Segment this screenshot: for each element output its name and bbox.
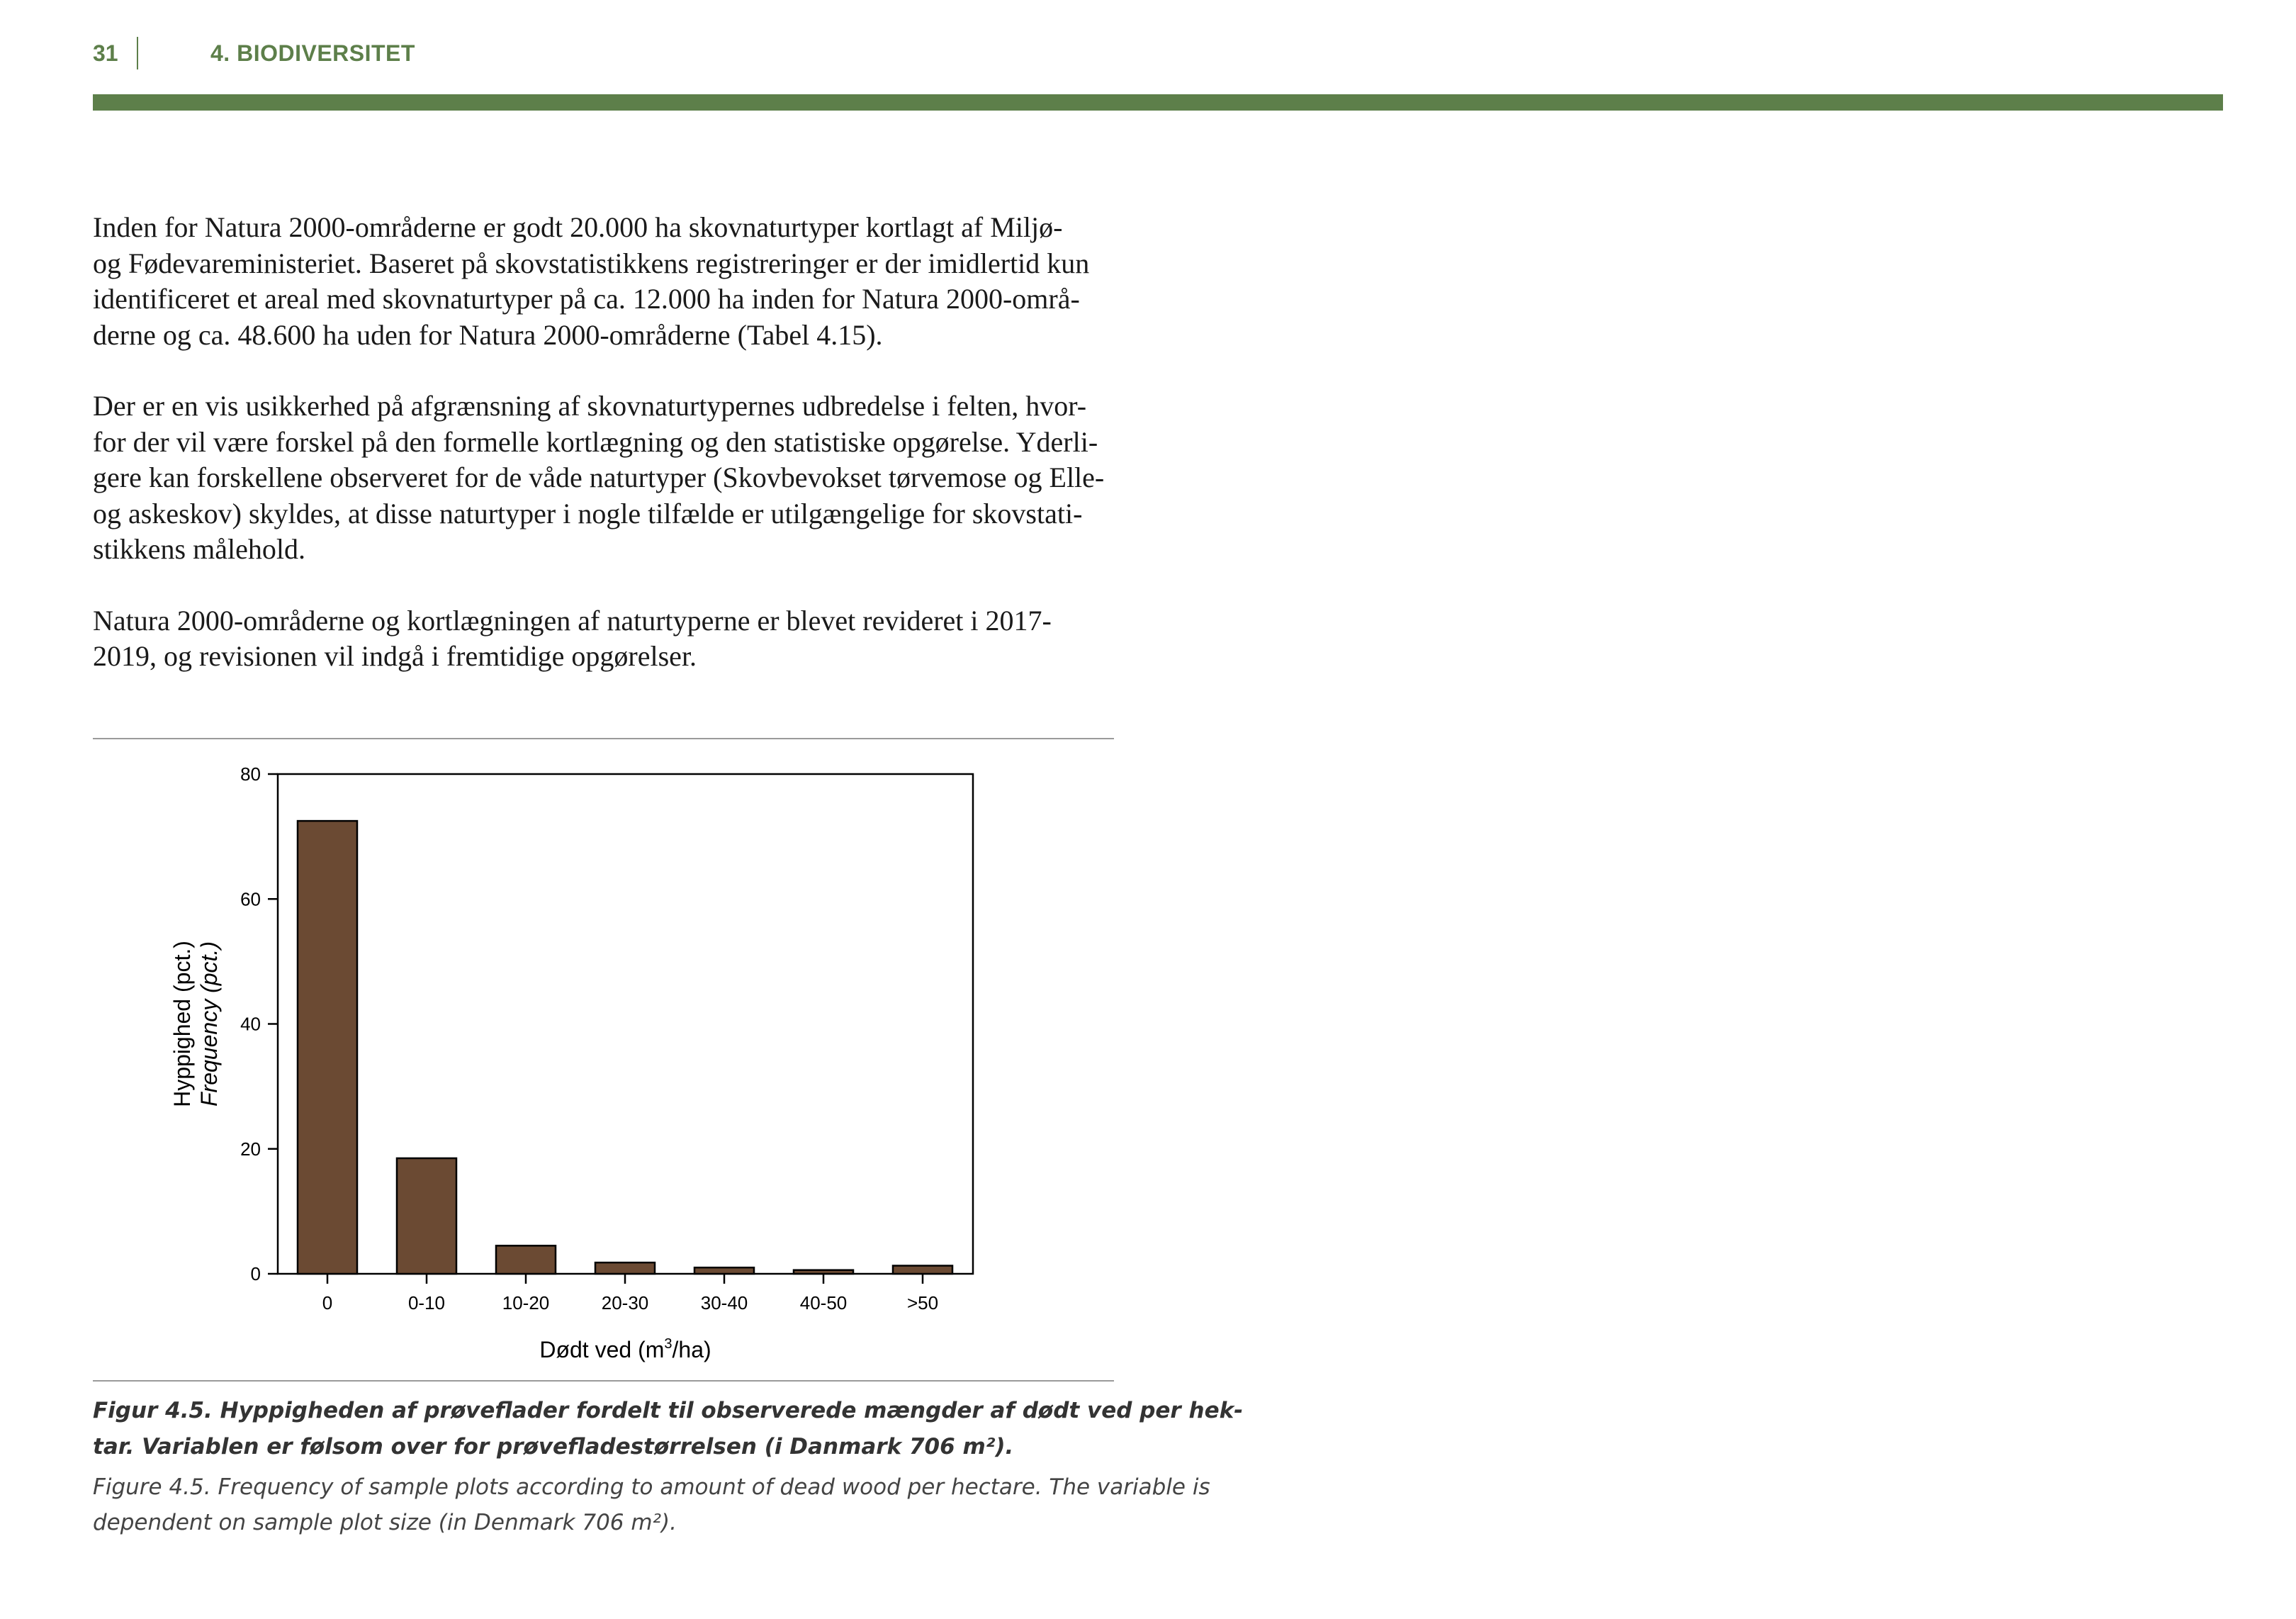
y-axis-label: Hyppighed (pct.) (169, 941, 195, 1107)
x-axis-label-superscript: 3 (664, 1336, 673, 1352)
x-tick-label: 0 (322, 1292, 333, 1313)
text-line: Natura 2000-områderne og kortlægningen af naturtyperne er blevet revideret i 2017- (93, 604, 1052, 637)
paragraph-3 (93, 603, 1120, 675)
text-line: derne og ca. 48.600 ha uden for Natura 2000-områderne (Tabel 4.15). (93, 318, 883, 351)
x-axis (322, 1274, 938, 1313)
bar (893, 1266, 952, 1274)
figure-caption (93, 1393, 1244, 1540)
x-tick-label: 0-10 (407, 1292, 446, 1313)
body-text (93, 210, 1120, 710)
y-tick-label: 80 (240, 763, 261, 785)
x-tick-label: 20-30 (601, 1292, 649, 1313)
plot-frame (278, 774, 973, 1274)
figure-top-rule (93, 738, 1114, 739)
page-number: 31 (93, 40, 118, 66)
page-header (93, 37, 2219, 69)
text-line: stikkens målehold. (93, 533, 305, 565)
caption-danish (93, 1393, 1244, 1465)
bar (397, 1158, 456, 1274)
bar (298, 821, 357, 1274)
caption-english (93, 1469, 1210, 1540)
text-line: og Fødevareministeriet. Baseret på skovstatistikkens registreringer er der imidlertid kun (93, 247, 1090, 279)
y-tick-label: 40 (240, 1013, 261, 1035)
text-line: Inden for Natura 2000-områderne er godt 20.000 ha skovnaturtyper kortlagt af Miljø- (93, 211, 1063, 243)
x-axis-label-main: Dødt ved (m (539, 1337, 665, 1362)
x-tick-label: 10-20 (502, 1292, 550, 1313)
text-line: for der vil være forskel på den formelle kortlægning og den statistiske opgørelse. Yderli- (93, 425, 1098, 458)
figure-bottom-rule (93, 1380, 1114, 1382)
bars (298, 821, 952, 1274)
bar (694, 1267, 754, 1274)
x-tick-label: >50 (906, 1292, 939, 1313)
paragraph-1 (93, 210, 1120, 353)
caption-line: tar. Variablen er følsom over for prøvefladestørrelsen (i Danmark 706 m²). (93, 1434, 1014, 1460)
x-tick-label: 40-50 (799, 1292, 848, 1313)
chapter-title: 4. BIODIVERSITET (210, 40, 415, 66)
bar (595, 1262, 655, 1274)
x-tick-label: 30-40 (700, 1292, 748, 1313)
text-line: identificeret et areal med skovnaturtyper på ca. 12.000 ha inden for Natura 2000-områ- (93, 283, 1080, 315)
y-tick-label: 0 (250, 1263, 261, 1284)
text-line: gere kan forskellene observeret for de våde naturtyper (Skovbevokset tørvemose og Elle- (93, 461, 1105, 493)
caption-line: Figure 4.5. Frequency of sample plots according to amount of dead wood per hectare. The variable is (93, 1474, 1210, 1500)
paragraph-2 (93, 388, 1120, 568)
y-tick-label: 20 (240, 1138, 261, 1160)
text-line: 2019, og revisionen vil indgå i fremtidige opgørelser. (93, 640, 697, 672)
bar (794, 1270, 853, 1274)
dead-wood-bar-chart (142, 751, 1063, 1375)
header-bar (93, 94, 2223, 111)
caption-line: Figur 4.5. Hyppigheden af prøveflader fordelt til observerede mængder af dødt ved per hek- (93, 1398, 1244, 1423)
y-tick-label: 60 (240, 888, 261, 910)
x-axis-label (539, 1336, 711, 1362)
x-axis-label-end: /ha) (672, 1337, 711, 1362)
bar (496, 1245, 556, 1274)
header-divider (137, 37, 138, 69)
y-axis (240, 763, 278, 1284)
text-line: og askeskov) skyldes, at disse naturtyper i nogle tilfælde er utilgængelige for skovstati- (93, 497, 1083, 530)
caption-line: dependent on sample plot size (in Denmark 706 m²). (93, 1510, 677, 1535)
y-axis-label-english: Frequency (pct.) (196, 941, 222, 1107)
text-line: Der er en vis usikkerhed på afgrænsning af skovnaturtypernes udbredelse i felten, hvor- (93, 390, 1087, 422)
